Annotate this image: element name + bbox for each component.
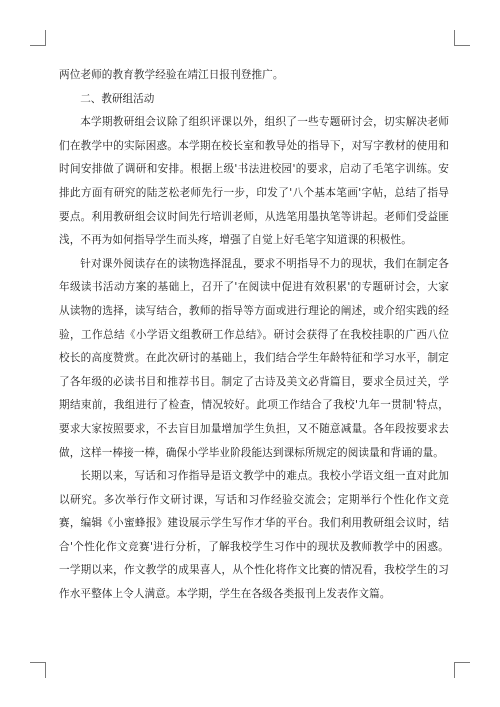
section-heading: 二、教研组活动 xyxy=(80,92,155,105)
document-body xyxy=(59,64,449,607)
crop-mark-top-right-h xyxy=(454,45,470,46)
paragraph-intro: 两位老师的教育教学经验在靖江日报刊登推广。 xyxy=(59,69,284,81)
crop-mark-bottom-right-h xyxy=(454,662,470,663)
paragraph-seminars: 本学期教研组会议除了组织评课以外，组织了一些专题研讨会，切实解决老师们在教学中的实际困惑。本学期在校长室和教导处的指导下，对写字教材的使用和时间安排做了调研和安排。根据上级'书法进校园'的要求，启动了毛笔字训练。安排此方面有研究的陆芝松老师先行一步，印发了'八个基本笔画'字帖，总结了指导要点。利用教研组会议时间先行培训老师，从选笔用墨执笔等讲起。老师们受益匪浅，不再为如何指导学生而头疼，增强了自觉上好毛笔字知道课的积极性。 xyxy=(59,116,449,247)
paragraph-writing: 长期以来，写话和习作指导是语文教学中的难点。我校小学语文组一直对此加以研究。多次举行作文研讨课，写话和习作经验交流会；定期举行个性化作文竞赛，编辑《小蜜蜂报》建设展示学生写作才华的平台。我们利用教研组会议时，结合'个性化作文竞赛'进行分析，了解我校学生习作中的现状及教师教学中的困惑。一学期以来，作文教学的成果喜人，从个性化将作文比赛的情况看，我校学生的习作水平整体上令人满意。本学期，学生在各级各类报刊上发表作文篇。 xyxy=(59,470,449,601)
crop-mark-top-left-h xyxy=(30,45,46,46)
crop-mark-bottom-left-h xyxy=(30,662,46,663)
crop-mark-top-right-v xyxy=(454,30,455,46)
paragraph-reading: 针对课外阅读存在的读物选择混乱，要求不明指导不力的现状，我们在制定各年级读书活动方案的基础上，召开了'在阅读中促进有效积累'的专题研讨会，大家从读物的选择，读写结合，教师的指导等方面或进行理论的阐述，或介绍实践的经验，工作总结《小学语文组教研工作总结》。研讨会获得了在我校挂职的广西八位校长的高度赞赏。在此次研讨的基础上，我们结合学生年龄特征和学习水平，制定了各年级的必读书目和推荐书目。制定了古诗及美文必背篇目，要求全员过关，学期结束前，我组进行了检查，情况较好。此项工作结合了我校'九年一贯制'特点，要求大家按照要求，不去盲目加量增加学生负担，又不随意减量。各年段按要求去做，这样一棒接一棒，确保小学毕业阶段能达到课标所规定的阅读量和背诵的量。 xyxy=(59,257,449,459)
crop-mark-bottom-right-v xyxy=(454,662,455,678)
crop-mark-top-left-v xyxy=(45,30,46,46)
crop-mark-bottom-left-v xyxy=(45,662,46,678)
